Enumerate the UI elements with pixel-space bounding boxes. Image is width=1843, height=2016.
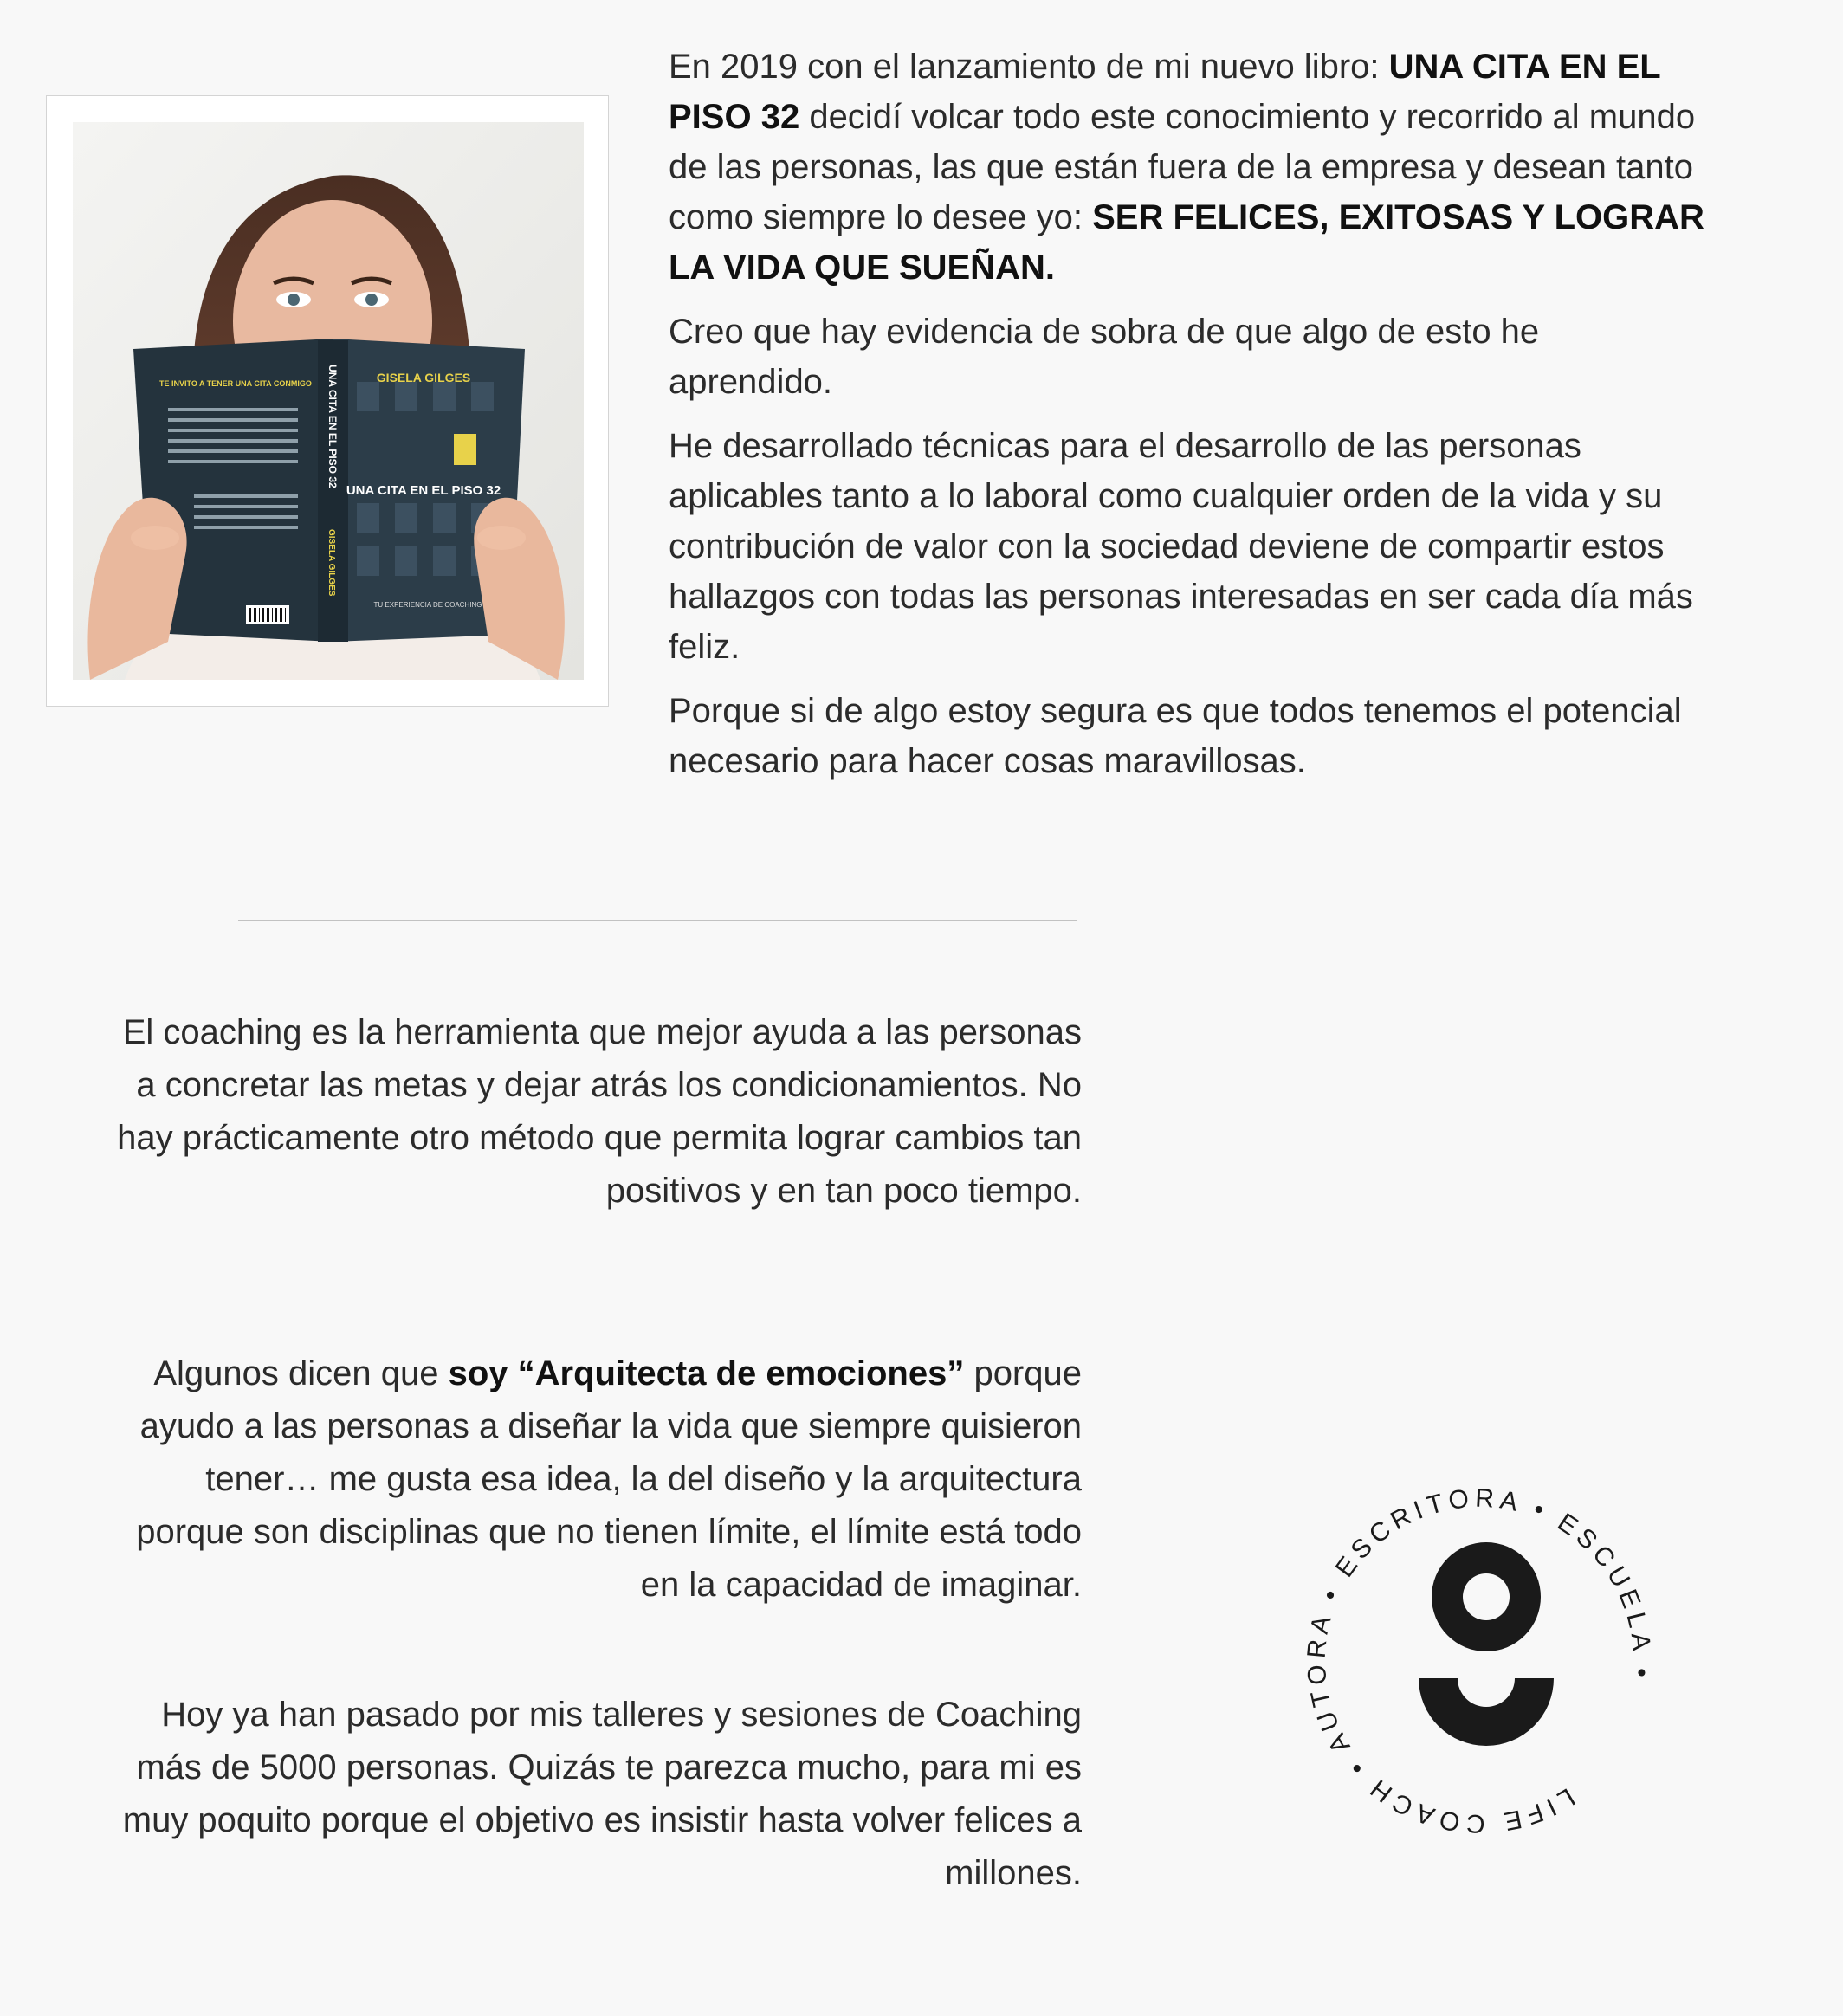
- section-divider: [238, 920, 1077, 921]
- book-spine-author: GISELA GILGES: [327, 529, 336, 597]
- coaching-paragraph-3: Hoy ya han pasado por mis talleres y sesiones de Coaching más de 5000 personas. Quizás te parezca mucho, para mi es muy poquito porque el objetivo es insistir hasta volver felices a millones.: [122, 1696, 1082, 1892]
- intro-paragraph-1: En 2019 con el lanzamiento de mi nuevo libro: UNA CITA EN EL PISO 32 decidí volcar todo este conocimiento y recorrido al mundo de las personas, las que están fuera de la empresa y desean tanto como siempre lo desee yo: SER FELICES, EXITOSAS Y LOGRAR LA VIDA QUE SUEÑAN.: [669, 48, 1704, 287]
- intro-paragraph-2: Creo que hay evidencia de sobra de que algo de esto he aprendido.: [669, 313, 1540, 401]
- book-cover-author: GISELA GILGES: [376, 371, 471, 384]
- intro-text: [669, 42, 1708, 800]
- book-cover-title: UNA CITA EN EL PISO 32: [346, 483, 501, 498]
- book-back-header: TE INVITO A TENER UNA CITA CONMIGO: [159, 379, 312, 388]
- brand-logo-icon: [1289, 1470, 1670, 1851]
- lit-window-icon: [454, 434, 476, 465]
- author-photo-frame: [46, 95, 609, 707]
- svg-text:LIFE COACH • AUTORA • ESCRITOR: [1289, 1470, 1670, 1851]
- logo-ring-text: LIFE COACH • AUTORA • ESCRITORA • ESCUELA •: [1302, 1483, 1657, 1838]
- coaching-paragraph-2: Algunos dicen que soy “Arquitecta de emociones” porque ayudo a las personas a diseñar la vida que siempre quisieron tener… me gusta esa idea, la del diseño y la arquitectura porque son disciplinas que no tienen límite, el límite está todo en la capacidad de imaginar.: [136, 1354, 1082, 1604]
- book-title-highlight: UNA CITA EN EL PISO 32: [669, 48, 1660, 136]
- book-spine-title: UNA CITA EN EL PISO 32: [327, 365, 339, 488]
- goal-highlight: SER FELICES, EXITOSAS Y LOGRAR LA VIDA QUE SUEÑAN.: [669, 198, 1704, 287]
- book-cover-subtitle: TU EXPERIENCIA DE COACHING: [373, 601, 482, 609]
- intro-paragraph-3: He desarrollado técnicas para el desarrollo de las personas aplicables tanto a lo laboral como cualquier orden de la vida y su contribución de valor con la sociedad deviene de compartir estos hallazgos con todas las personas interesadas en ser cada día más feliz.: [669, 427, 1693, 666]
- architect-highlight: soy “Arquitecta de emociones”: [448, 1354, 965, 1392]
- coaching-paragraph-1: El coaching es la herramienta que mejor ayuda a las personas a concretar las metas y dejar atrás los condicionamientos. No hay prácticamente otro método que permita lograr cambios tan positivos y en tan poco tiempo.: [117, 1013, 1082, 1210]
- author-photo: [73, 122, 584, 680]
- brand-logo: [1289, 1470, 1670, 1851]
- intro-paragraph-4: Porque si de algo estoy segura es que todos tenemos el potencial necesario para hacer cosas maravillosas.: [669, 692, 1682, 780]
